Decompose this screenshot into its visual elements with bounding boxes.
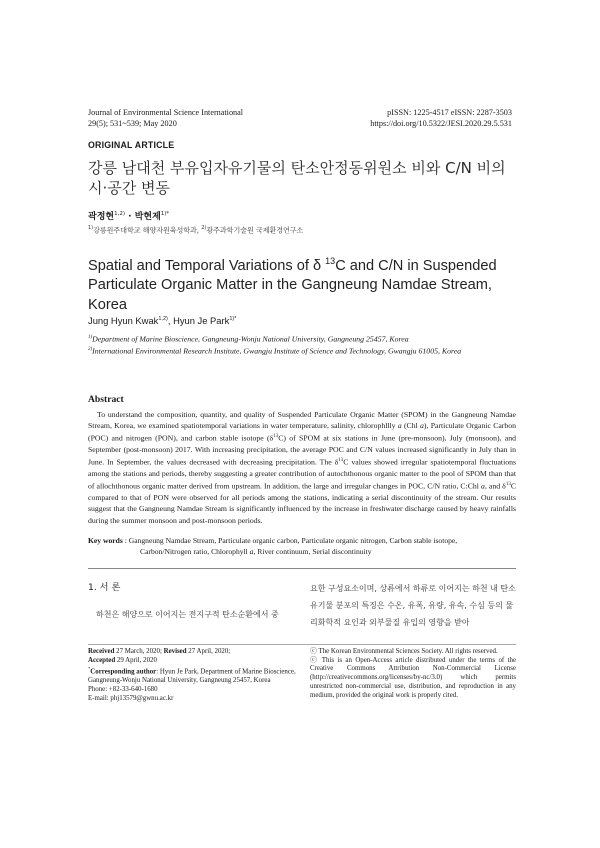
journal-volume: 29(5); 531~539; May 2020 bbox=[88, 119, 177, 128]
korean-author-2: 박현제 bbox=[134, 212, 161, 222]
english-title: Spatial and Temporal Variations of δ $^{13}$C and C/N in Suspended Particulate Organic Matter in the Gangneung Namdae Stream, Korea bbox=[88, 256, 497, 314]
copyright: ⓒ The Korean Environmental Sciences Society. All rights reserved. bbox=[310, 648, 498, 655]
keywords: Key words : Gangneung Namdae Stream, Particulate organic carbon, Particulate organic nitrogen, Carbon stable isotope, Carbon/Nitrogen ratio, Chlorophyll a, River continuum, Serial discontinuity bbox=[88, 536, 458, 557]
issn: pISSN: 1225-4517 eISSN: 2287-3503 bbox=[387, 108, 512, 117]
body-text-right: 요한 구성요소이며, 상류에서 하류로 이어지는 하천 내 탄소 유기물 분포의 특징은 수온, 유폭, 유량, 유속, 수심 등의 물리화학적 요인과 외부물질 유입의 영향을 받아 bbox=[310, 584, 516, 628]
english-author-1: Jung Hyun Kwak bbox=[88, 315, 159, 326]
phone: Phone: +82-33-640-1680 bbox=[88, 686, 158, 694]
korean-affiliations: $^{1)}$강릉원주대학교 해양자원육성학과, $^{2)}$광주과학기술원 국제환경연구소 bbox=[88, 225, 304, 235]
english-affiliation-1: $^{1)}$Department of Marine Bioscience, Gangneung-Wonju National University, Gangneung 25457, Korea bbox=[88, 334, 409, 344]
section-heading: 1. 서 론 bbox=[88, 582, 121, 593]
email[interactable]: E-mail: phj13579@gwnu.ac.kr bbox=[88, 694, 174, 702]
journal-header-right bbox=[370, 107, 512, 129]
abstract-body: To understand the composition, quantity, and quality of Suspended Particulate Organic Matter (SPOM) in the Gangneung Namdae Stream, Korea, we examined spatiotemporal variations in water temperature, salinity, chlorophllly a (Chl a), Particulate Organic Carbon (POC) and nitrogen (PON), and carbon stable isotope $(\delta^{13}C)$ of SPOM at six stations in June (pre-monsoon), July (monsoon), and September (post-monsoon) 2017. With increasing precipitation, the average POC and C/N values increased significantly in July than in June. In September, the values decreased with decreasing precipitation. The $\delta^{13}C$ values showed irregular spatiotemporal fluctuations among the stations and periods, thereby suggesting a greater contribution of autochthonous organic matter to the pool of SPOM than that of allochthonous organic matter derived from upstream. In addition, the large and irregular changes in POC, C/N ratio, C:Chl a, and $\delta^{13}C$ compared to that of PON were observed for all periods among the stations, indicating a serial discontinuity of the stream. Our results suggest that the Gangneung Namdae Stream is significantly influenced by the increase in freshwater discharge caused by heavy rainfalls during the summer monsoon and post-monsoon periods. bbox=[88, 410, 517, 525]
abstract-heading: Abstract bbox=[88, 394, 124, 405]
english-author-2: Hyun Je Park bbox=[173, 315, 230, 326]
english-authors: Jung Hyun Kwak$^{1,2)}$, Hyun Je Park$^{1)*}$ bbox=[88, 315, 237, 326]
footer-left: Received 27 March, 2020; Revised 27 April, 2020; Accepted 29 April, 2020 *Corresponding author: Hyun Je Park, Department of Marine Bioscience, Gangneung-Wonju National University, Gangneung 25457, Korea Phone: +82-33-640-1680 E-mail: phj13579@gwnu.ac.kr bbox=[88, 648, 303, 704]
body-text-left: 하천은 해양으로 이어지는 전지구적 탄소순환에서 중 bbox=[96, 610, 279, 619]
korean-authors: 곽정현$^{1,2)}$ · 박현제$^{1)*}$ bbox=[88, 211, 170, 222]
journal-name: Journal of Environmental Science International bbox=[88, 108, 244, 117]
korean-author-1: 곽정현 bbox=[88, 212, 115, 222]
divider bbox=[88, 568, 516, 569]
english-affiliation-2: $^{2)}$International Environmental Research Institute, Gwangju Institute of Science and Technology, Gwangju 61005, Korea bbox=[88, 346, 462, 356]
footer-right bbox=[310, 648, 516, 700]
journal-header-left bbox=[88, 107, 243, 129]
korean-title: 강릉 남대천 부유입자유기물의 탄소안정동위원소 비와 C/N 비의 시·공간 변동 bbox=[88, 159, 506, 197]
footer-divider bbox=[88, 644, 516, 645]
doi-link[interactable]: https://doi.org/10.5322/JESI.2020.29.5.531 bbox=[370, 119, 512, 128]
keywords-label: Key words bbox=[88, 536, 123, 545]
license: ⓒ This is an Open-Access article distributed under the terms of the Creative Commons Attribution Non-Commercial License (http://creativecommons.org/licenses/by-nc/3.0) which permits unrestricted non-commercial use, distribution, and reproduction in any medium, provided the original work is properly cited. bbox=[310, 656, 516, 699]
article-type-label: ORIGINAL ARTICLE bbox=[88, 140, 175, 150]
